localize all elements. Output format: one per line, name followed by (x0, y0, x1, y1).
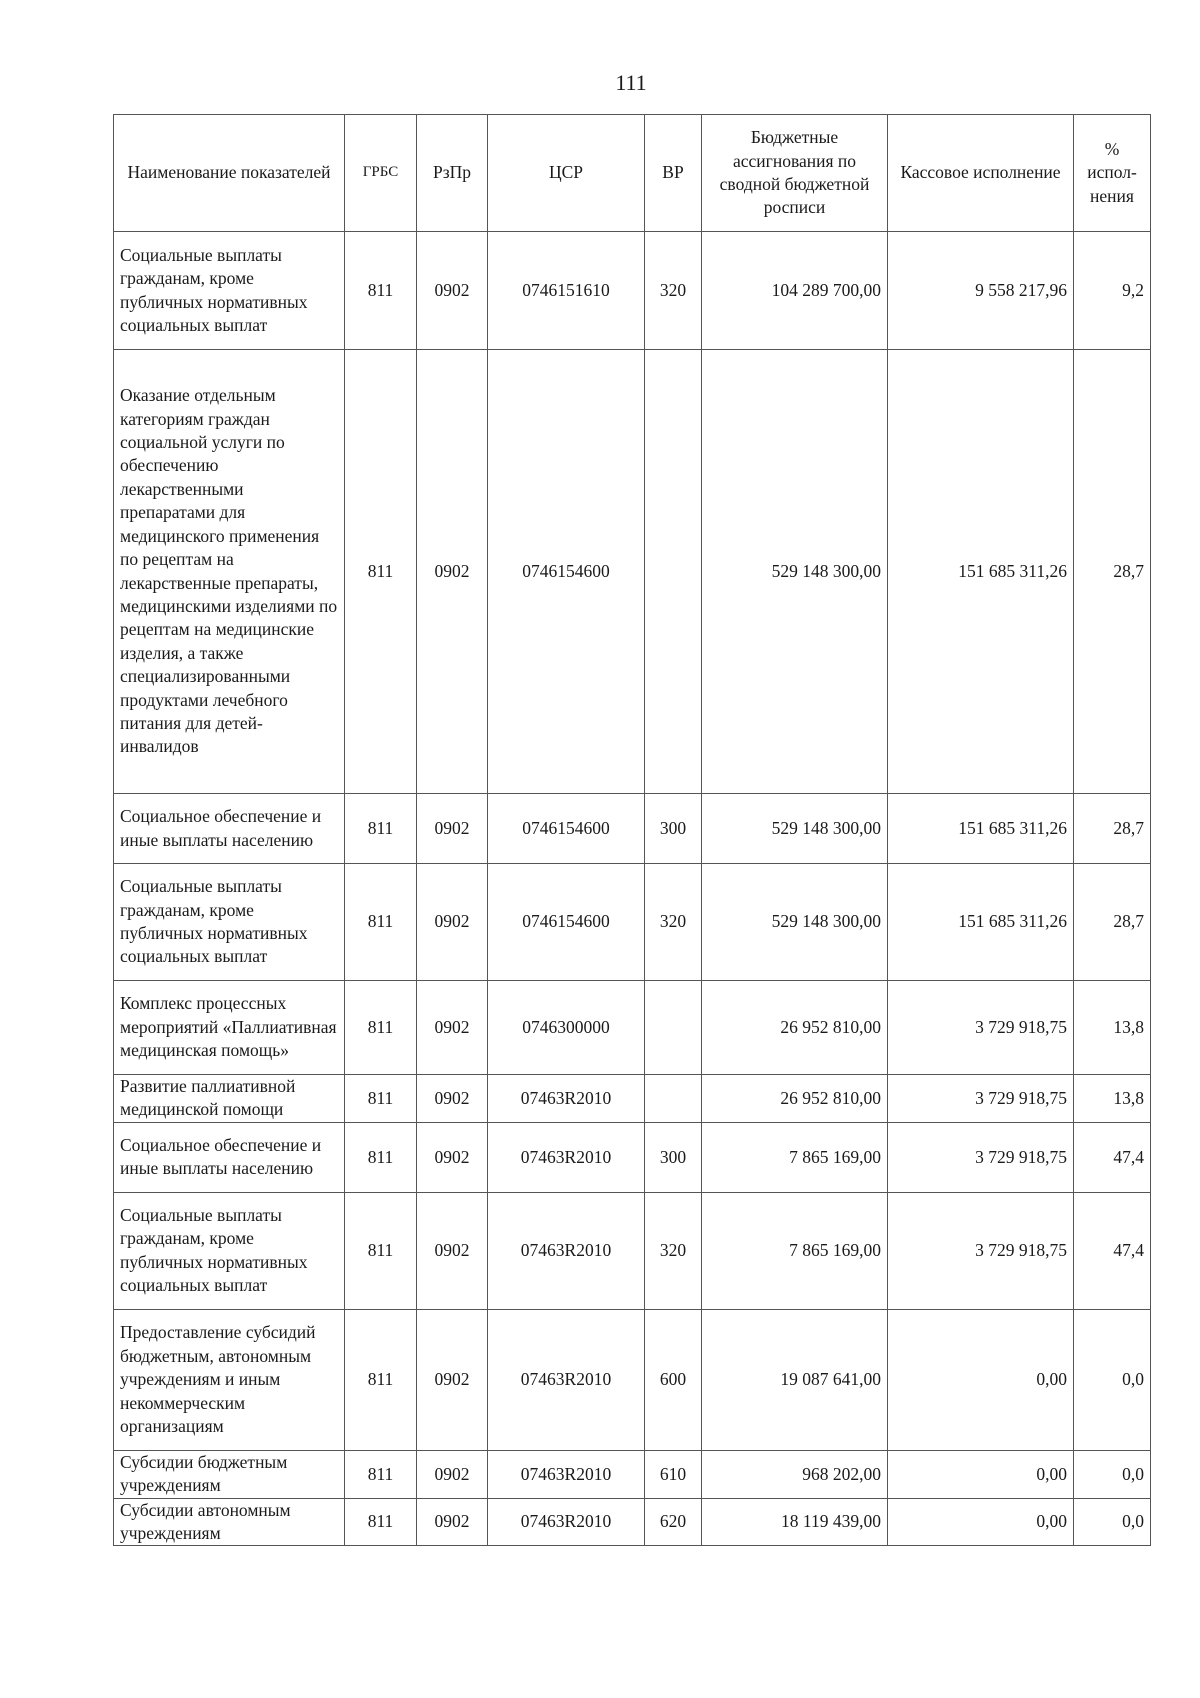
cell-pct: 13,8 (1074, 981, 1151, 1075)
cell-name: Комплекс процессных мероприятий «Паллиативная медицинская помощь» (114, 981, 345, 1075)
cell-rzpr: 0902 (417, 794, 488, 864)
cell-cash: 0,00 (888, 1450, 1074, 1498)
header-cash: Кассовое исполнение (888, 115, 1074, 232)
cell-grbs: 811 (345, 1498, 417, 1546)
cell-assign: 529 148 300,00 (702, 350, 888, 794)
cell-vr (645, 350, 702, 794)
budget-table (113, 114, 1151, 1546)
table-row (114, 864, 1151, 981)
cell-assign: 529 148 300,00 (702, 794, 888, 864)
cell-vr: 620 (645, 1498, 702, 1546)
cell-csr: 07463R2010 (488, 1122, 645, 1192)
cell-csr: 07463R2010 (488, 1309, 645, 1450)
table-row (114, 1498, 1151, 1546)
cell-grbs: 811 (345, 350, 417, 794)
cell-pct: 47,4 (1074, 1122, 1151, 1192)
table-row (114, 350, 1151, 794)
cell-cash: 3 729 918,75 (888, 1192, 1074, 1309)
cell-assign: 968 202,00 (702, 1450, 888, 1498)
table-row (114, 981, 1151, 1075)
table-row (114, 232, 1151, 350)
cell-rzpr: 0902 (417, 1122, 488, 1192)
cell-vr: 320 (645, 1192, 702, 1309)
cell-pct: 0,0 (1074, 1309, 1151, 1450)
cell-name: Оказание отдельным категориям граждан социальной услуги по обеспечению лекарственными препаратами для медицинского применения по рецептам на лекарственные препараты, медицинскими изделиями по рецептам на медицинские изделия, а также специализированными продуктами лечебного питания для детей-инвалидов (114, 350, 345, 794)
cell-pct: 28,7 (1074, 794, 1151, 864)
cell-grbs: 811 (345, 794, 417, 864)
cell-vr: 300 (645, 794, 702, 864)
cell-assign: 529 148 300,00 (702, 864, 888, 981)
table-row (114, 1450, 1151, 1498)
cell-cash: 151 685 311,26 (888, 350, 1074, 794)
cell-pct: 47,4 (1074, 1192, 1151, 1309)
cell-csr: 07463R2010 (488, 1450, 645, 1498)
table-row (114, 1192, 1151, 1309)
table-row (114, 794, 1151, 864)
cell-csr: 07463R2010 (488, 1192, 645, 1309)
table-row (114, 1309, 1151, 1450)
cell-name: Социальные выплаты гражданам, кроме публичных нормативных социальных выплат (114, 232, 345, 350)
cell-cash: 151 685 311,26 (888, 864, 1074, 981)
cell-cash: 9 558 217,96 (888, 232, 1074, 350)
cell-name: Социальные выплаты гражданам, кроме публичных нормативных социальных выплат (114, 864, 345, 981)
cell-csr: 0746154600 (488, 864, 645, 981)
cell-name: Субсидии бюджетным учреждениям (114, 1450, 345, 1498)
cell-cash: 151 685 311,26 (888, 794, 1074, 864)
cell-assign: 7 865 169,00 (702, 1192, 888, 1309)
cell-vr: 600 (645, 1309, 702, 1450)
cell-grbs: 811 (345, 232, 417, 350)
cell-cash: 3 729 918,75 (888, 1075, 1074, 1123)
header-name: Наименование показателей (114, 115, 345, 232)
header-rzpr: РзПр (417, 115, 488, 232)
cell-name: Социальные выплаты гражданам, кроме публичных нормативных социальных выплат (114, 1192, 345, 1309)
cell-cash: 0,00 (888, 1309, 1074, 1450)
cell-assign: 26 952 810,00 (702, 981, 888, 1075)
cell-grbs: 811 (345, 1122, 417, 1192)
cell-csr: 0746151610 (488, 232, 645, 350)
cell-vr (645, 981, 702, 1075)
cell-grbs: 811 (345, 864, 417, 981)
table-row (114, 1075, 1151, 1123)
cell-csr: 07463R2010 (488, 1075, 645, 1123)
cell-cash: 3 729 918,75 (888, 981, 1074, 1075)
cell-pct: 13,8 (1074, 1075, 1151, 1123)
cell-grbs: 811 (345, 1075, 417, 1123)
cell-pct: 9,2 (1074, 232, 1151, 350)
cell-rzpr: 0902 (417, 1192, 488, 1309)
cell-csr: 0746300000 (488, 981, 645, 1075)
cell-name: Развитие паллиативной медицинской помощи (114, 1075, 345, 1123)
cell-rzpr: 0902 (417, 232, 488, 350)
cell-grbs: 811 (345, 981, 417, 1075)
header-pct: % испол-нения (1074, 115, 1151, 232)
cell-vr: 300 (645, 1122, 702, 1192)
cell-cash: 3 729 918,75 (888, 1122, 1074, 1192)
table-row (114, 1122, 1151, 1192)
cell-assign: 104 289 700,00 (702, 232, 888, 350)
cell-vr: 320 (645, 864, 702, 981)
cell-pct: 28,7 (1074, 864, 1151, 981)
cell-assign: 18 119 439,00 (702, 1498, 888, 1546)
cell-csr: 0746154600 (488, 794, 645, 864)
header-assign: Бюджетные ассигнования по сводной бюджетной росписи (702, 115, 888, 232)
cell-assign: 26 952 810,00 (702, 1075, 888, 1123)
cell-name: Предоставление субсидий бюджетным, автономным учреждениям и иным некоммерческим организациям (114, 1309, 345, 1450)
cell-name: Социальное обеспечение и иные выплаты населению (114, 1122, 345, 1192)
cell-name: Субсидии автономным учреждениям (114, 1498, 345, 1546)
cell-csr: 0746154600 (488, 350, 645, 794)
page-number: 111 (615, 70, 647, 95)
cell-rzpr: 0902 (417, 981, 488, 1075)
cell-csr: 07463R2010 (488, 1498, 645, 1546)
cell-vr: 610 (645, 1450, 702, 1498)
cell-assign: 19 087 641,00 (702, 1309, 888, 1450)
table-body (114, 232, 1151, 1546)
cell-rzpr: 0902 (417, 1450, 488, 1498)
cell-pct: 0,0 (1074, 1450, 1151, 1498)
cell-grbs: 811 (345, 1192, 417, 1309)
cell-rzpr: 0902 (417, 1309, 488, 1450)
header-vr: ВР (645, 115, 702, 232)
cell-vr (645, 1075, 702, 1123)
header-grbs: ГРБС (345, 115, 417, 232)
cell-assign: 7 865 169,00 (702, 1122, 888, 1192)
cell-rzpr: 0902 (417, 1498, 488, 1546)
cell-name: Социальное обеспечение и иные выплаты населению (114, 794, 345, 864)
cell-rzpr: 0902 (417, 1075, 488, 1123)
cell-cash: 0,00 (888, 1498, 1074, 1546)
header-csr: ЦСР (488, 115, 645, 232)
cell-rzpr: 0902 (417, 864, 488, 981)
cell-rzpr: 0902 (417, 350, 488, 794)
cell-vr: 320 (645, 232, 702, 350)
cell-grbs: 811 (345, 1309, 417, 1450)
cell-pct: 0,0 (1074, 1498, 1151, 1546)
cell-pct: 28,7 (1074, 350, 1151, 794)
header-row (114, 115, 1151, 232)
cell-grbs: 811 (345, 1450, 417, 1498)
